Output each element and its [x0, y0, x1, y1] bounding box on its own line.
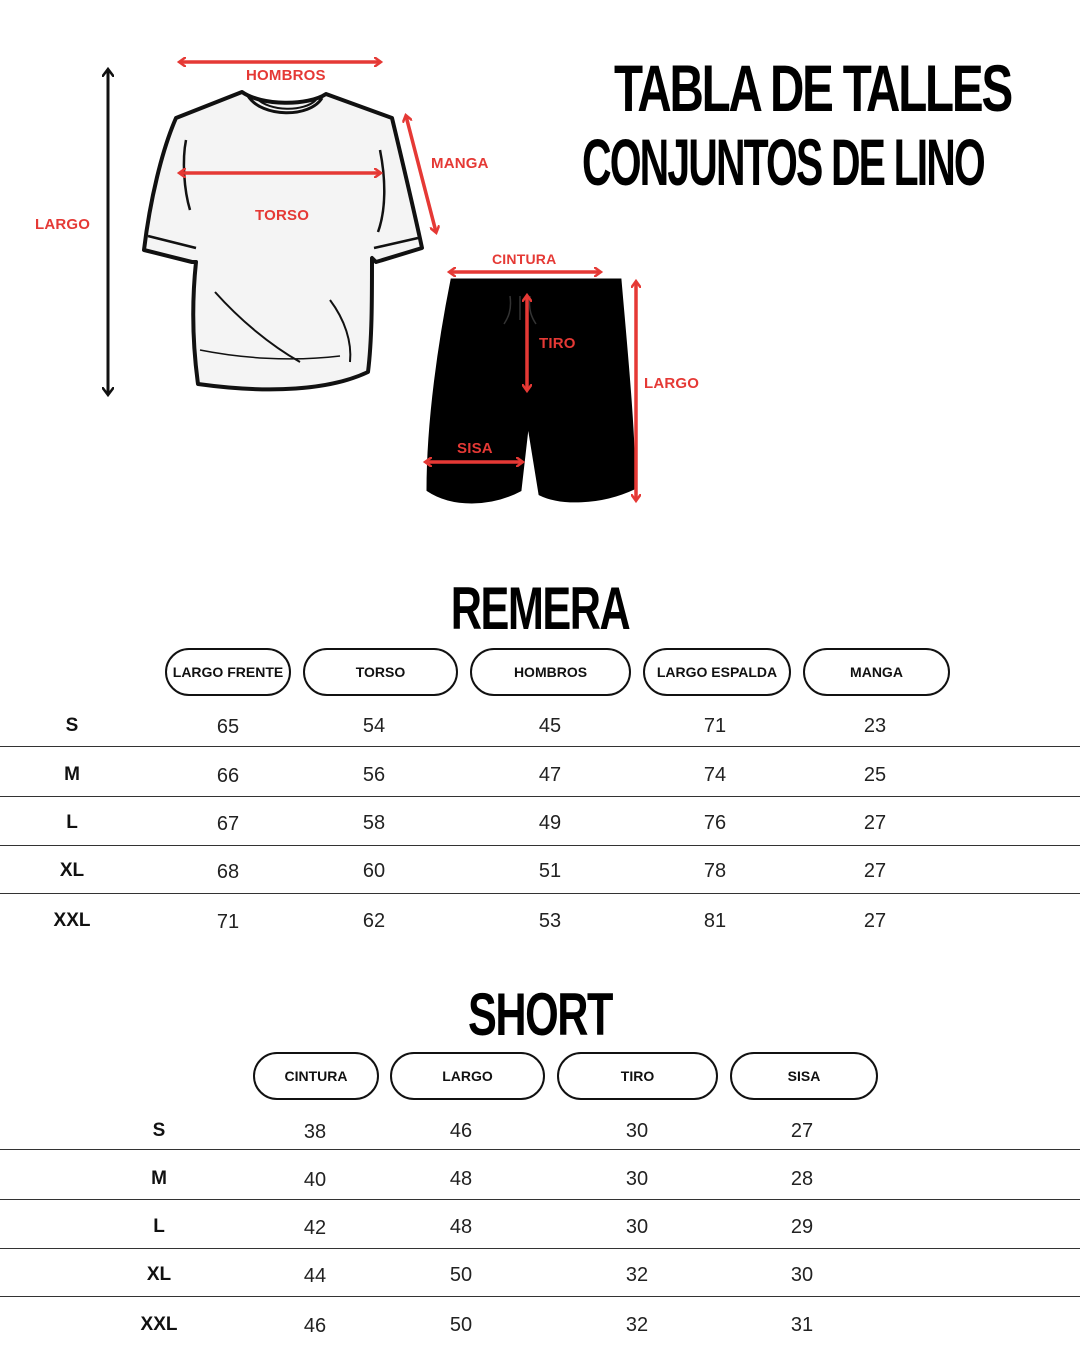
remera-header-manga: MANGA — [803, 648, 950, 696]
table-cell: 30 — [790, 1264, 814, 1286]
row-divider — [0, 1149, 1080, 1150]
label-manga: MANGA — [431, 155, 489, 172]
label-hombros: HOMBROS — [246, 67, 326, 84]
size-label: S — [65, 715, 79, 736]
page-title-line-2: CONJUNTOS DE LINO — [582, 125, 984, 199]
size-label: XXL — [53, 910, 91, 931]
table-cell: 62 — [362, 910, 386, 932]
table-cell: 66 — [216, 765, 240, 787]
size-label: M — [64, 764, 80, 785]
label-sisa: SISA — [457, 440, 493, 457]
table-cell: 56 — [362, 764, 386, 786]
row-divider — [0, 893, 1080, 894]
table-cell: 50 — [449, 1314, 473, 1336]
table-cell: 30 — [625, 1168, 649, 1190]
table-cell: 49 — [538, 812, 562, 834]
table-cell: 40 — [303, 1169, 327, 1191]
table-cell: 32 — [625, 1264, 649, 1286]
table-cell: 68 — [216, 861, 240, 883]
label-tiro: TIRO — [539, 335, 576, 352]
remera-header-largo-frente: LARGO FRENTE — [165, 648, 291, 696]
table-cell: 29 — [790, 1216, 814, 1238]
table-cell: 71 — [703, 715, 727, 737]
table-cell: 53 — [538, 910, 562, 932]
table-cell: 51 — [538, 860, 562, 882]
row-divider — [0, 845, 1080, 846]
table-cell: 71 — [216, 911, 240, 933]
short-header-tiro: TIRO — [557, 1052, 718, 1100]
table-cell: 65 — [216, 716, 240, 738]
label-short-largo: LARGO — [644, 375, 700, 392]
row-divider — [0, 1199, 1080, 1200]
row-divider — [0, 1248, 1080, 1249]
table-cell: 27 — [863, 860, 887, 882]
table-cell: 38 — [303, 1121, 327, 1143]
row-divider — [0, 796, 1080, 797]
table-cell: 78 — [703, 860, 727, 882]
remera-header-torso: TORSO — [303, 648, 458, 696]
table-cell: 46 — [303, 1315, 327, 1337]
table-cell: 27 — [790, 1120, 814, 1142]
size-label: XL — [59, 860, 85, 881]
table-cell: 58 — [362, 812, 386, 834]
shorts-illustration — [428, 280, 634, 502]
short-header-cintura: CINTURA — [253, 1052, 379, 1100]
remera-title: REMERA — [450, 575, 630, 642]
table-cell: 25 — [863, 764, 887, 786]
table-cell: 28 — [790, 1168, 814, 1190]
table-cell: 76 — [703, 812, 727, 834]
short-header-sisa: SISA — [730, 1052, 878, 1100]
remera-header-hombros: HOMBROS — [470, 648, 631, 696]
table-cell: 27 — [863, 812, 887, 834]
tshirt-illustration — [144, 92, 422, 389]
table-cell: 30 — [625, 1216, 649, 1238]
table-cell: 47 — [538, 764, 562, 786]
label-cintura: CINTURA — [492, 251, 557, 267]
size-label: L — [153, 1216, 165, 1237]
short-header-largo: LARGO — [390, 1052, 545, 1100]
table-cell: 45 — [538, 715, 562, 737]
table-cell: 30 — [625, 1120, 649, 1142]
table-cell: 74 — [703, 764, 727, 786]
page-title-line-1: TABLA DE TALLES — [614, 51, 1012, 125]
size-label: L — [66, 812, 78, 833]
label-tshirt-largo: LARGO — [35, 216, 91, 233]
table-cell: 42 — [303, 1217, 327, 1239]
table-cell: 23 — [863, 715, 887, 737]
table-cell: 60 — [362, 860, 386, 882]
table-cell: 46 — [449, 1120, 473, 1142]
table-cell: 31 — [790, 1314, 814, 1336]
size-label: XL — [146, 1264, 172, 1285]
table-cell: 44 — [303, 1265, 327, 1287]
size-label: XXL — [140, 1314, 178, 1335]
table-cell: 32 — [625, 1314, 649, 1336]
short-title: SHORT — [468, 981, 612, 1048]
table-cell: 67 — [216, 813, 240, 835]
measurement-diagram — [0, 0, 1080, 540]
size-label: S — [152, 1120, 166, 1141]
label-torso: TORSO — [255, 207, 310, 224]
row-divider — [0, 1296, 1080, 1297]
table-cell: 27 — [863, 910, 887, 932]
table-cell: 81 — [703, 910, 727, 932]
remera-header-largo-espalda: LARGO ESPALDA — [643, 648, 791, 696]
table-cell: 48 — [449, 1168, 473, 1190]
table-cell: 50 — [449, 1264, 473, 1286]
size-label: M — [151, 1168, 167, 1189]
row-divider — [0, 746, 1080, 747]
table-cell: 54 — [362, 715, 386, 737]
table-cell: 48 — [449, 1216, 473, 1238]
